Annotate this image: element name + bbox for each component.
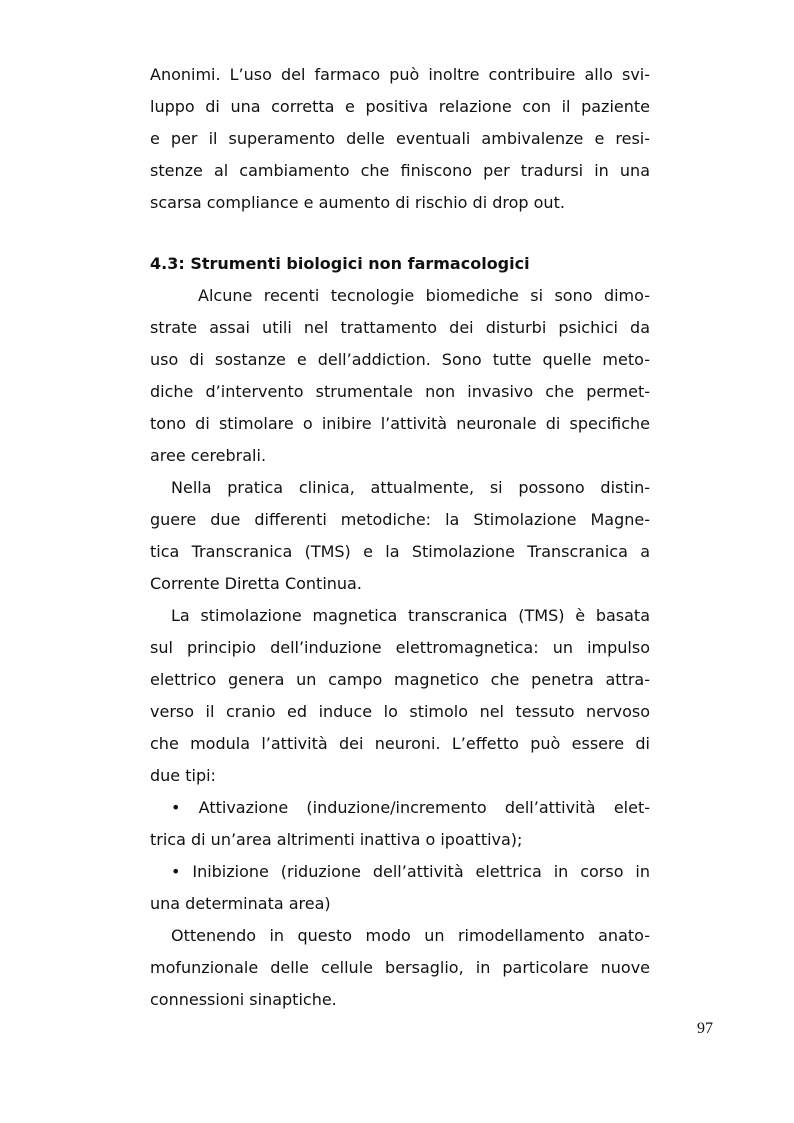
text-line: scarsa compliance e aumento di rischio di drop out.: [150, 193, 565, 212]
bullet-icon: •: [171, 862, 181, 881]
paragraph-technologies: [150, 280, 650, 472]
text-line: Anonimi. L’uso del farmaco può inoltre contribuire allo svi-: [150, 65, 650, 84]
text-line: uso di sostanze e dell’addiction. Sono tutte quelle meto-: [150, 350, 650, 369]
text-line: e per il superamento delle eventuali ambivalenze e resi-: [150, 129, 650, 148]
bullet-list: [150, 792, 650, 920]
text-line: aree cerebrali.: [150, 446, 267, 465]
section-heading: 4.3: Strumenti biologici non farmacologici: [150, 254, 530, 273]
text-line: connessioni sinaptiche.: [150, 990, 337, 1009]
text-line: Ottenendo in questo modo un rimodellamento anato-: [171, 926, 650, 945]
text-line: diche d’intervento strumentale non invasivo che permet-: [150, 382, 650, 401]
text-line: una determinata area): [150, 894, 331, 913]
paragraph-intro: [150, 59, 650, 219]
text-line: verso il cranio ed induce lo stimolo nel tessuto nervoso: [150, 702, 650, 721]
text-line: luppo di una corretta e positiva relazione con il paziente: [150, 97, 650, 116]
text-line: trica di un’area altrimenti inattiva o ipoattiva);: [150, 830, 523, 849]
text-line: La stimolazione magnetica transcranica (TMS) è basata: [171, 606, 650, 625]
text-line: Corrente Diretta Continua.: [150, 574, 362, 593]
text-line: Alcune recenti tecnologie biomediche si sono dimo-: [198, 286, 650, 305]
text-line: sul principio dell’induzione elettromagnetica: un impulso: [150, 638, 650, 657]
text-line: due tipi:: [150, 766, 216, 785]
bullet-text: Inibizione (riduzione dell’attività elettrica in corso in: [192, 862, 650, 881]
text-line: tica Transcranica (TMS) e la Stimolazione Transcranica a: [150, 542, 650, 561]
text-line: stenze al cambiamento che finiscono per tradursi in una: [150, 161, 650, 180]
bullet-icon: •: [171, 798, 181, 817]
text-line: strate assai utili nel trattamento dei disturbi psichici da: [150, 318, 650, 337]
bullet-first-line: [150, 856, 650, 888]
paragraph-conclusion: [150, 920, 650, 1016]
bullet-text: Attivazione (induzione/incremento dell’attività elet-: [198, 798, 650, 817]
section-spacer: [150, 219, 650, 248]
paragraph-tms: [150, 600, 650, 792]
text-line: tono di stimolare o inibire l’attività neuronale di specifiche: [150, 414, 650, 433]
text-line: Nella pratica clinica, attualmente, si possono distin-: [171, 478, 650, 497]
bullet-item-activation: [150, 792, 650, 856]
paragraph-methods: [150, 472, 650, 600]
text-line: mofunzionale delle cellule bersaglio, in particolare nuove: [150, 958, 650, 977]
page-number: 97: [697, 1020, 713, 1037]
bullet-first-line: [150, 792, 650, 824]
text-line: elettrico genera un campo magnetico che penetra attra-: [150, 670, 650, 689]
text-line: guere due differenti metodiche: la Stimolazione Magne-: [150, 510, 650, 529]
text-line: che modula l’attività dei neuroni. L’effetto può essere di: [150, 734, 650, 753]
bullet-item-inhibition: [150, 856, 650, 920]
document-page: [150, 59, 650, 1016]
